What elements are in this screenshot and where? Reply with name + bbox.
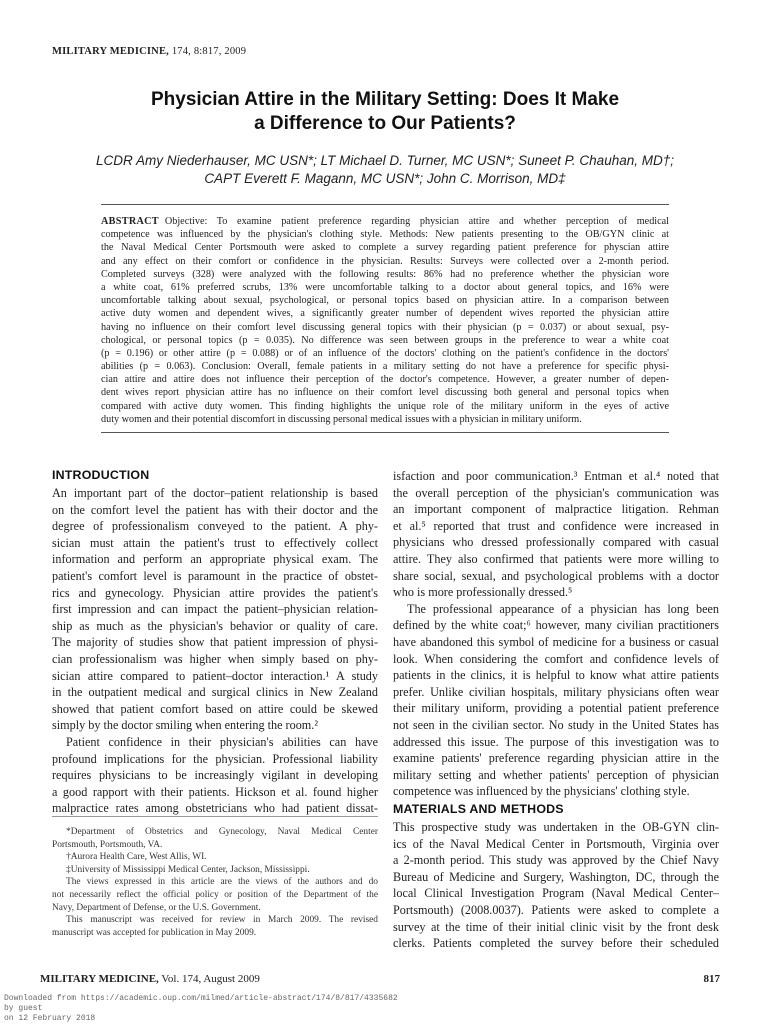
- abstract-label: ABSTRACT: [101, 216, 159, 227]
- body-line: in the outpatient medical and surgical clinics in New Zealand: [52, 685, 378, 700]
- body-line: Bureau of Medicine and Surgery, Washington, DC, through the: [393, 869, 719, 884]
- footnote-line: This manuscript was received for review in March 2009. The revised: [66, 915, 378, 926]
- abstract-line: Completed surveys (328) were analyzed with the following results: 86% had no preference whether the physician wore: [101, 268, 669, 280]
- body-line: their military uniform, providing a potential patient preference: [393, 701, 719, 716]
- body-line: The professional appearance of a physician has long been: [407, 601, 719, 616]
- abstract-line: and any effect on their comfort or confidence in the physician. Results: Surveys were collected over a 2-month period.: [101, 255, 669, 267]
- footnote-line: manuscript was accepted for publication in May 2009.: [52, 927, 257, 938]
- abstract-line: duty women and their potential discomfort in discussing personal medical issues with a physician in military uniform.: [101, 413, 582, 425]
- right-column-body: [393, 468, 719, 800]
- footnote-line: The views expressed in this article are the views of the authors and do: [66, 877, 378, 888]
- footnote-line: †Aurora Health Care, West Allis, WI.: [66, 852, 207, 863]
- author-list: [40, 152, 730, 188]
- body-line: clerks. Patients completed the survey before their scheduled: [393, 936, 719, 951]
- body-line: military setting and whether patients' perception of physician: [393, 767, 719, 782]
- abstract-line: chological, or personal topics (p = 0.035). No difference was seen between groups in the preference to wear a white coat: [101, 334, 669, 346]
- abstract-line-text: Objective: To examine patient preference regarding physician attire and whether perception of medical: [164, 216, 669, 227]
- page-number: 817: [703, 973, 720, 985]
- body-line: an important component of malpractice litigation. Rehman: [393, 502, 719, 517]
- body-line: physicians who dressed professionally compared with casual: [393, 535, 719, 550]
- abstract-bottom-rule: [101, 432, 669, 433]
- body-line: first impression and can impact the patient–physician relation-: [52, 602, 378, 617]
- abstract-line: having no influence on their comfort level discussing general topics with their physician (p = 0.037) or about sexual, psy-: [101, 321, 669, 333]
- download-line-2: by guest: [4, 1004, 43, 1013]
- footnotes: [52, 826, 378, 939]
- body-line: the overall perception of the physician's communication was: [393, 485, 719, 500]
- body-line: sician attire compared to patient–doctor interaction.¹ A study: [52, 668, 378, 683]
- body-line: local Clinical Investigation Program (Naval Medical Center–: [393, 886, 719, 901]
- abstract-line: dent wives report physician attire has no influence on their comfort level discussing both general and personal topics when: [101, 387, 669, 399]
- body-line: defined by the white coat;⁶ however, many civilian practitioners: [393, 618, 719, 633]
- body-line: on the comfort level the patient has with their doctor and the: [52, 502, 378, 517]
- body-line: not seen in the civilian sector. No study in the United States has: [393, 717, 719, 732]
- authors-line-1: LCDR Amy Niederhauser, MC USN*; LT Michael D. Turner, MC USN*; Suneet P. Chauhan, MD†;: [96, 153, 674, 168]
- article-title: [60, 88, 710, 136]
- body-line: who is more professionally dressed.⁵: [393, 585, 573, 600]
- footer-journal: MILITARY MEDICINE,: [40, 973, 159, 985]
- introduction-body: [52, 485, 378, 817]
- body-line: degree of professionalism conveyed to the patient. A phy-: [52, 519, 378, 534]
- footer-issue: Vol. 174, August 2009: [161, 973, 260, 985]
- abstract-line: [101, 215, 669, 228]
- header-journal: MILITARY MEDICINE,: [52, 46, 169, 57]
- abstract-line: (p = 0.196) or other attire (p = 0.088) or of an influence of the doctors' clothing on the patient's confidence in the doctors': [101, 347, 669, 359]
- footnote-line: ‡University of Mississippi Medical Center, Jackson, Mississippi.: [66, 864, 310, 875]
- body-line: prefer. Unlike civilian hospitals, military physicians often wear: [393, 684, 719, 699]
- body-line: Portsmouth) (2008.0037). Patients were asked to complete a: [393, 902, 719, 917]
- body-line: addressed this issue. The purpose of this investigation was to: [393, 734, 719, 749]
- body-line: ics of the Naval Medical Center in Portsmouth, Virginia over: [393, 836, 719, 851]
- footnote-rule: [52, 816, 378, 817]
- running-header: [52, 46, 246, 57]
- title-line-2: a Difference to Our Patients?: [254, 113, 516, 134]
- abstract-line: a white coat, 61% preferred scrubs, 13% were uncomfortable talking to a doctor about general topics, and 16% were: [101, 281, 669, 293]
- abstract-line: abilities (p = 0.063). Conclusion: Overall, female patients in a military setting do not have a preference for specific physi-: [101, 361, 669, 373]
- abstract-line: compared with active duty women. This finding highlights the unique role of the military uniform in the eyes of active: [101, 400, 669, 412]
- body-line: simply by the doctor smiling when entering the room.²: [52, 718, 318, 733]
- introduction-heading: INTRODUCTION: [52, 468, 150, 482]
- abstract-line: uncomfortable talking about sexual, psychological, or personal topics based on physician attire. In a comparison between: [101, 295, 669, 307]
- body-line: have abandoned this symbol of medicine for a business or casual: [393, 634, 719, 649]
- body-line: sician must attain the patient's trust to effectively collect: [52, 535, 378, 550]
- body-line: look. When considering the comfort and confidence levels of: [393, 651, 719, 666]
- body-line: share social, sexual, and psychological problems with a doctor: [393, 568, 719, 583]
- methods-body: [393, 819, 719, 952]
- body-line: rics and gynecology. Physician attire provides the patient's: [52, 585, 378, 600]
- body-line: requires physicians to be increasingly vigilant in developing: [52, 768, 378, 783]
- body-line: a good rapport with their patients. Hickson et al. found higher: [52, 784, 378, 799]
- body-line: The majority of studies show that patient impression of physi-: [52, 635, 378, 650]
- abstract-top-rule: [101, 204, 669, 205]
- body-line: patients in the clinics, it is helpful to know what attire patients: [393, 668, 719, 683]
- authors-line-2: CAPT Everett F. Magann, MC USN*; John C. Morrison, MD‡: [204, 171, 566, 186]
- header-citation: 174, 8:817, 2009: [171, 46, 247, 57]
- body-line: An important part of the doctor–patient relationship is based: [52, 486, 378, 500]
- footnote-line: not necessarily reflect the official policy or position of the Department of the: [52, 889, 378, 900]
- body-line: attire. They also confirmed that patients were more willing to: [393, 551, 719, 566]
- body-line: Patient confidence in their physician's abilities can have: [66, 734, 378, 749]
- footnote-line: Portsmouth, Portsmouth, VA.: [52, 839, 163, 850]
- body-line: competence was influenced by the physicians' clothing style.: [393, 784, 690, 799]
- body-line: isfaction and poor communication.³ Entman et al.⁴ noted that: [393, 469, 719, 483]
- body-line: examine patients' preference regarding physician attire in the: [393, 751, 719, 766]
- body-line: This prospective study was undertaken in the OB-GYN clin-: [393, 820, 719, 834]
- body-line: patient's comfort level is paramount in the practice of obstet-: [52, 568, 378, 583]
- title-line-1: Physician Attire in the Military Setting: Does It Make: [150, 89, 620, 110]
- body-line: a 2-month period. This study was approved by the Chief Navy: [393, 853, 719, 868]
- methods-heading: MATERIALS AND METHODS: [393, 802, 564, 816]
- abstract-line: active duty women and dependent wives, a significantly greater number of dependent wives reported the physician attire: [101, 308, 669, 320]
- body-line: cian professionalism was higher when simply based on phy-: [52, 651, 378, 666]
- abstract-line: competence was influenced by the physician's clothing style. Methods: New patients presenting to the OB/GYN clinic at: [101, 229, 669, 241]
- body-line: showed that patient comfort based on attire could be skewed: [52, 701, 378, 716]
- body-line: profound implications for the physician. Professional liability: [52, 751, 378, 766]
- body-line: information and perform an appropriate physical exam. The: [52, 552, 378, 567]
- download-stamp: [4, 994, 398, 1024]
- footnote-line: Navy, Department of Defense, or the U.S. Government.: [52, 902, 261, 913]
- abstract-block: [101, 215, 669, 426]
- download-line-3: on 12 February 2018: [4, 1014, 96, 1023]
- footnote-line: *Department of Obstetrics and Gynecology, Naval Medical Center: [66, 827, 378, 837]
- abstract-line: the Naval Medical Center Portsmouth were asked to complete a survey regarding patient preference for physcian attire: [101, 242, 669, 254]
- body-line: ship as much as the physician's behavior or quality of care.: [52, 618, 378, 633]
- body-line: malpractice rates among obstetricians who had patient dissat-: [52, 801, 378, 816]
- download-line-1[interactable]: Downloaded from https://academic.oup.com/milmed/article-abstract/174/8/817/4335682: [4, 994, 398, 1003]
- body-line: survey at the time of their initial clinic visit by the front desk: [393, 919, 719, 934]
- abstract-line: cian attire and attire does not influence their perception of the doctor's competence. However, a greater number of depen-: [101, 374, 669, 386]
- page-footer: [40, 973, 260, 985]
- body-line: et al.⁵ reported that trust and confidence were increased in: [393, 518, 719, 533]
